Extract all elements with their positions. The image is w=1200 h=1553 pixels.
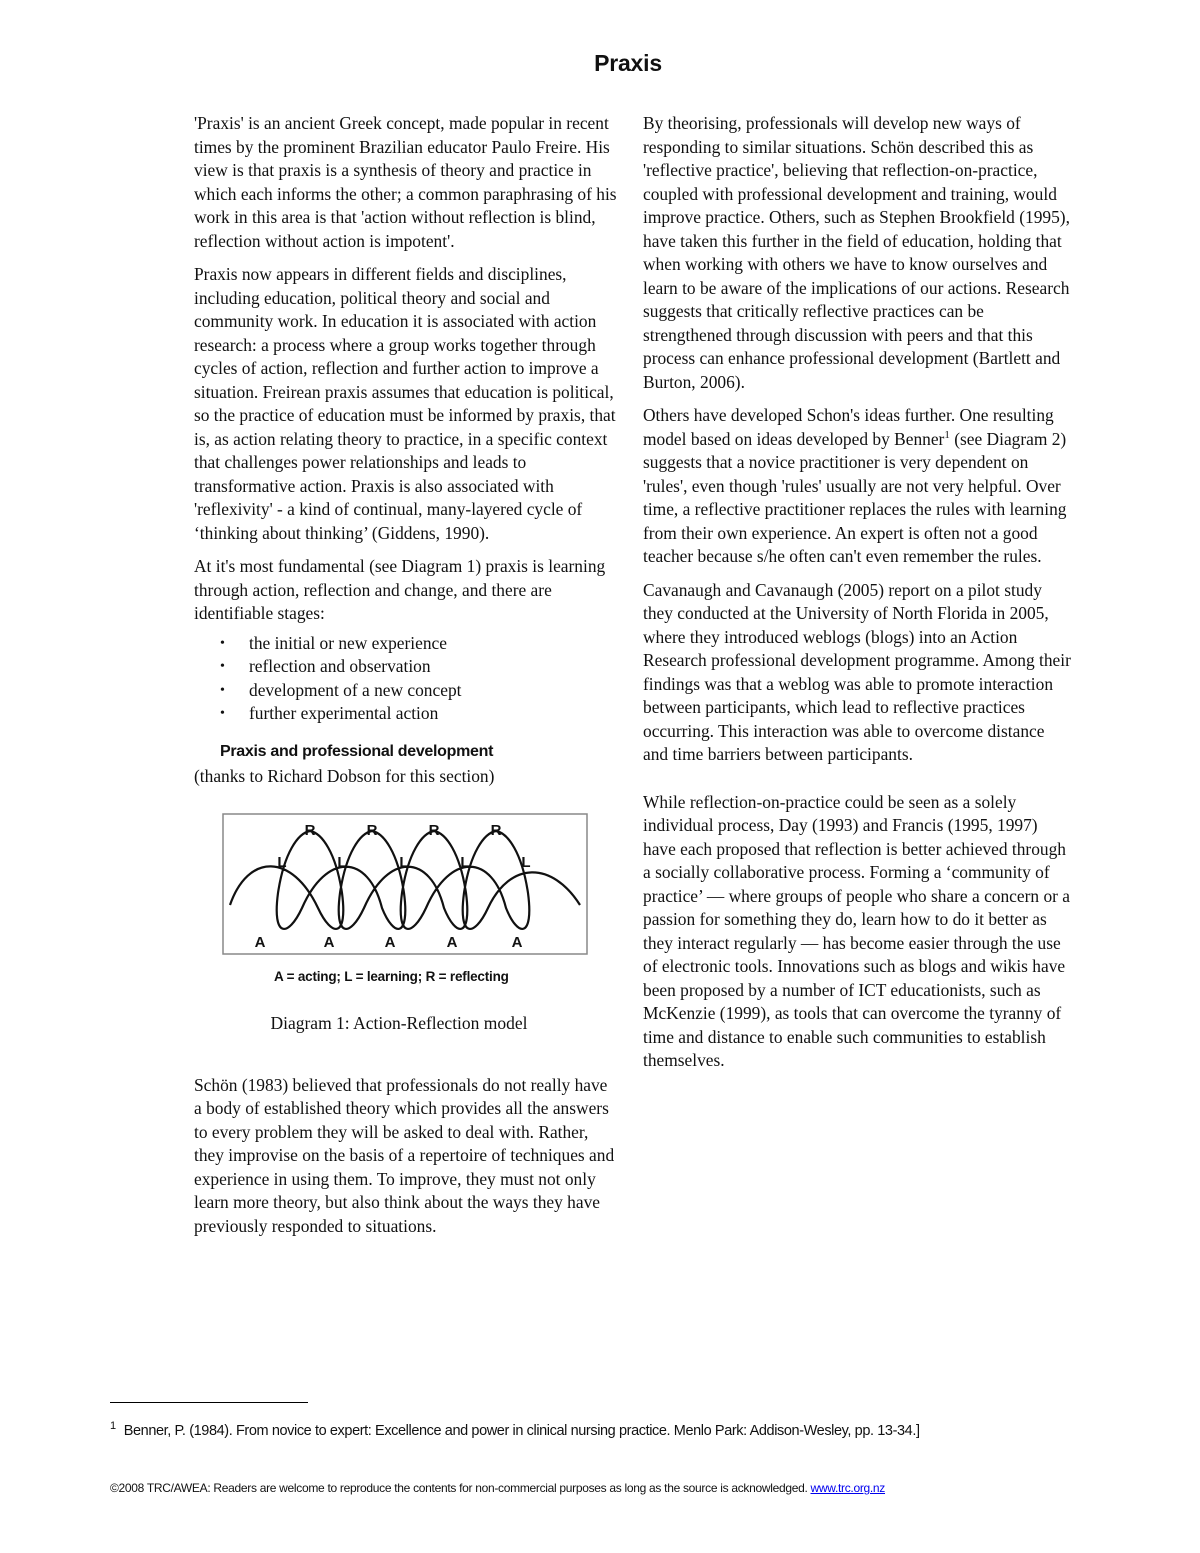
diagram-frame xyxy=(223,814,587,954)
footnote-number: 1 xyxy=(110,1420,116,1432)
right-column xyxy=(643,112,1073,1083)
diagram-label-r: R xyxy=(428,821,440,839)
page-footer xyxy=(110,1481,1110,1495)
intro-paragraph: 'Praxis' is an ancient Greek concept, made popular in recent times by the prominent Brazilian educator Paulo Freire. His view is that praxis is a synthesis of theory and practice in which each informs the other; a common paraphrasing of his work in this area is that 'action without reflection is blind, reflection without action is impotent'. xyxy=(194,113,617,251)
footnote-text: Benner, P. (1984). From novice to expert: Excellence and power in clinical nursing practice. Menlo Park: Addison-Wesley, pp. 13-34.] xyxy=(123,1422,920,1439)
praxis-fields-paragraph: Praxis now appears in different fields and disciplines, including education, political theory and social and community work. In education it is associated with action research: a process where a group works together through cycles of action, reflection and further action to improve a situation. Freirean praxis assumes that education is political, so the practice of education must be informed by praxis, that is, as action relating theory to practice, in a specific context that challenges power relationships and leads to transformative action. Praxis is also associated with 'reflexivity' - a kind of continual, many-layered cycle of ‘thinking about thinking’ (Giddens, 1990). xyxy=(194,264,616,543)
footnote-divider xyxy=(110,1402,308,1403)
diagram-caption: Diagram 1: Action-Reflection model xyxy=(270,1013,528,1033)
diagram-label-r: R xyxy=(490,821,502,839)
copyright-text: ©2008 TRC/AWEA: Readers are welcome to reproduce the contents for non-commercial purposes as long as the source is acknowledged. xyxy=(110,1481,811,1495)
page-title: Praxis xyxy=(594,50,662,76)
diagram-label-a: A xyxy=(511,933,523,951)
list-item: • reflection and observation xyxy=(194,655,619,679)
section-credit: (thanks to Richard Dobson for this section) xyxy=(194,766,495,786)
diagram-label-a: A xyxy=(254,933,266,951)
diagram-label-a: A xyxy=(446,933,458,951)
stages-intro-paragraph: At it's most fundamental (see Diagram 1) praxis is learning through action, reflection and change, and there are identifiable stages: xyxy=(194,556,606,623)
footnote-reference[interactable]: 1 xyxy=(944,428,950,441)
diagram-label-l: L xyxy=(337,853,347,871)
diagram-label-a: A xyxy=(323,933,335,951)
benner-text-start: Others have developed Schon's ideas further. One resulting model based on ideas developed by Benner xyxy=(643,405,1054,449)
diagram-label-a: A xyxy=(384,933,396,951)
schon-paragraph: Schön (1983) believed that professionals do not really have a body of established theory which provides all the answers to every problem they will be asked to deal with. Rather, they improvise on the basis of a repertoire of techniques and experience in using them. To improve, they must not only learn more theory, but also think about the ways they have previously responded to situations. xyxy=(194,1074,615,1236)
list-item: • development of a new concept xyxy=(194,679,619,703)
list-item: • further experimental action xyxy=(194,702,619,726)
diagram-label-r: R xyxy=(366,821,378,839)
footnote xyxy=(110,1420,1110,1439)
cavanaugh-paragraph: Cavanaugh and Cavanaugh (2005) report on a pilot study they conducted at the University of North Florida in 2005, where they introduced weblogs (blogs) into an Action Research professional development programme. Among their findings was that a weblog was able to promote interaction between participants, which lead to reflective practices occurring. This interaction was able to overcome distance and time barriers between participants. xyxy=(643,579,1071,764)
benner-text-end: (see Diagram 2) suggests that a novice practitioner is very dependent on 'rules', even though 'rules' usually are not very helpful. Over time, a reflective practitioner replaces the rules with learning from their own experience. An expert is often not a good teacher because s/he often can't even remember the rules. xyxy=(643,428,1067,566)
list-item: • the initial or new experience xyxy=(194,632,619,656)
stages-list xyxy=(194,632,619,726)
diagram-label-l: L xyxy=(460,853,470,871)
theorising-paragraph: By theorising, professionals will develop new ways of responding to similar situations. Schön described this as 'reflective practice', believing that reflection-on-practice, coupled with professional development and training, would improve practice. Others, such as Stephen Brookfield (1995), have taken this further in the field of education, holding that when working with others we have to know ourselves and learn to be aware of the implications of our actions. Research suggests that critically reflective practices can be strengthened through discussion with peers and that this process can enhance professional development (Bartlett and Burton, 2006). xyxy=(643,113,1070,392)
diagram-label-r: R xyxy=(304,821,316,839)
website-link[interactable]: www.trc.org.nz xyxy=(810,1481,886,1495)
diagram-svg xyxy=(222,813,588,957)
section-heading: Praxis and professional development xyxy=(220,742,494,760)
community-paragraph: While reflection-on-practice could be seen as a solely individual process, Day (1993) and Francis (1995, 1997) have each proposed that reflection is better achieved through a socially collaborative process. Forming a ‘community of practice’ — where groups of people who share a concern or a passion for something they do, learn how to do it better as they interact regularly — has become easier through the use of electronic tools. Innovations such as blogs and wikis have been proposed by a number of ICT educationists, such as McKenzie (1999), as tools that can overcome the tyranny of time and distance to enable such communities to establish themselves. xyxy=(643,791,1071,1070)
diagram-legend: A = acting; L = learning; R = reflecting xyxy=(274,968,509,984)
diagram-label-l: L xyxy=(277,853,287,871)
action-reflection-diagram xyxy=(222,813,588,989)
left-column xyxy=(194,112,619,1248)
diagram-label-l: L xyxy=(521,853,531,871)
diagram-label-l: L xyxy=(399,853,409,871)
benner-paragraph xyxy=(643,404,1073,569)
